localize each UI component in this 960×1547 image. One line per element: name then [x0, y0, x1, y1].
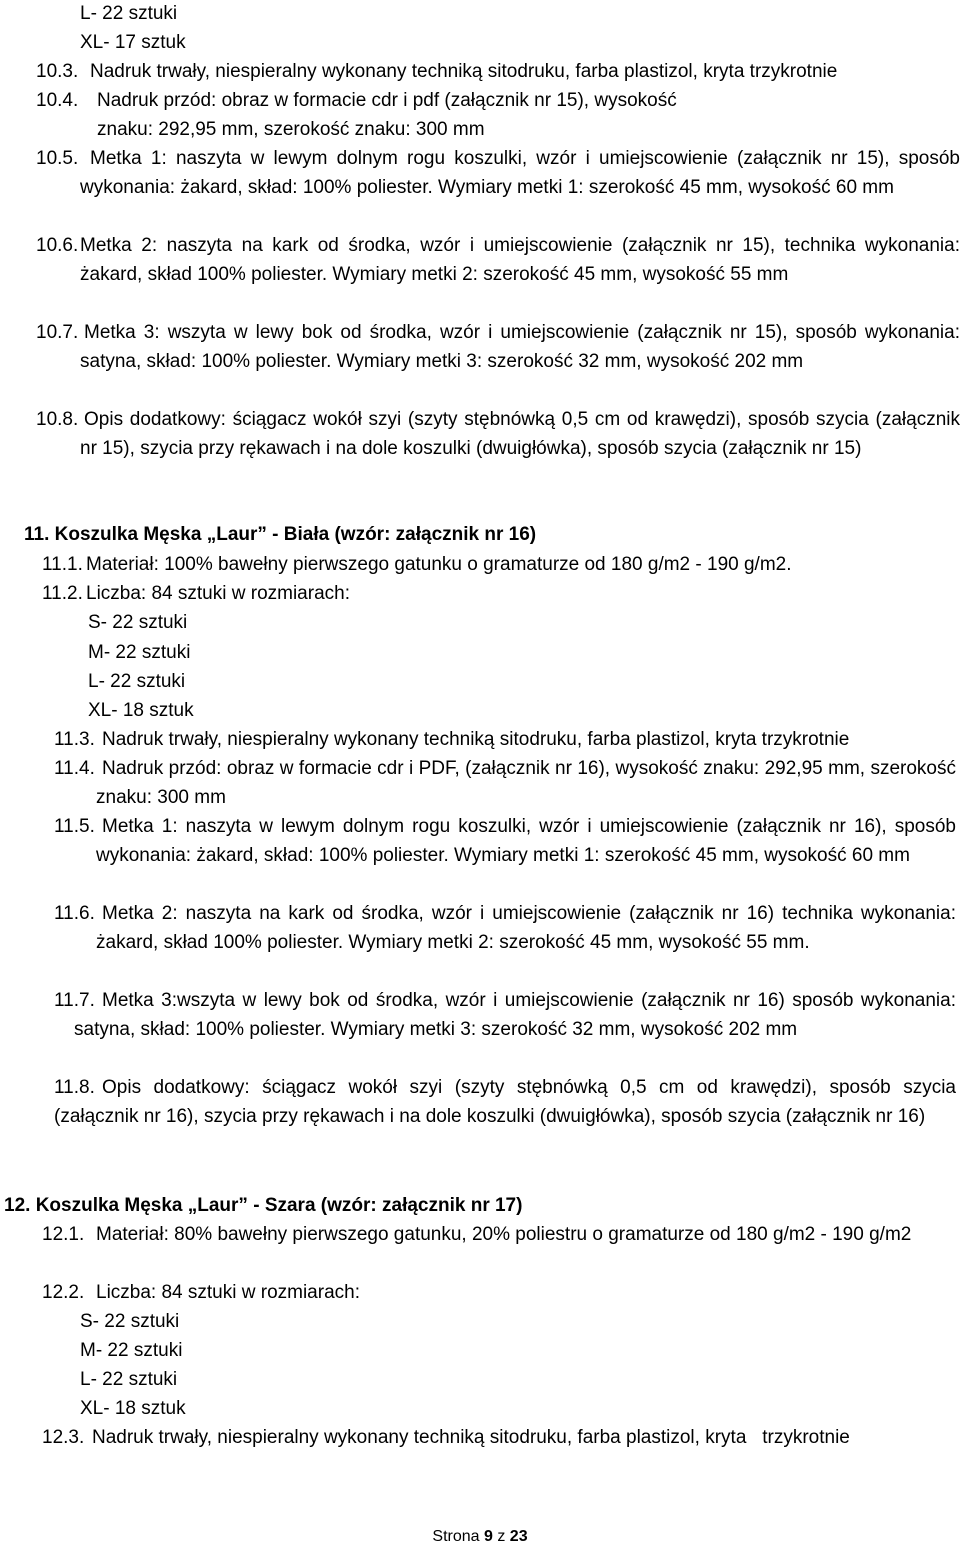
item-number: 10.7.	[36, 322, 79, 343]
size-l-line: L- 22 sztuki	[88, 671, 186, 692]
item-text: Nadruk trwały, niespieralny wykonany techniką sitodruku, farba plastizol, kryta trzykrotnie	[102, 729, 850, 750]
item-number: 10.8.	[36, 409, 79, 430]
item-number: 11.1.	[42, 554, 83, 575]
size-xl-line: XL- 17 sztuk	[80, 32, 186, 53]
item-text: Materiał: 100% bawełny pierwszego gatunku o gramaturze od 180 g/m2 - 190 g/m2.	[86, 554, 792, 575]
item-text: Opis dodatkowy: ściągacz wokół szyi (szyty stębnówką 0,5 cm od krawędzi), sposób szycia (załącznik nr 16), szycia przy rękawach i na dole koszulki (dwuigłówka), sposób szycia (załącznik nr 16)	[54, 1077, 956, 1127]
item-text: Metka 2: naszyta na kark od środka, wzór i umiejscowienie (załącznik nr 16) technika wykonania: żakard, skład 100% poliester. Wymiary metki 2: szerokość 45 mm, wysokość 55 mm.	[96, 903, 956, 953]
page-label: Strona	[432, 1528, 480, 1545]
item-text: Liczba: 84 sztuki w rozmiarach:	[96, 1282, 360, 1303]
item-number: 11.4.	[54, 758, 95, 779]
item-text: Nadruk trwały, niespieralny wykonany techniką sitodruku, farba plastizol, kryta trzykrotnie	[90, 61, 838, 82]
page-separator: z	[497, 1528, 506, 1545]
section-11-heading: 11. Koszulka Męska „Laur” - Biała (wzór: załącznik nr 16)	[24, 524, 537, 545]
item-number: 11.6.	[54, 903, 95, 924]
item-number: 12.3.	[42, 1427, 85, 1448]
section-12-heading: 12. Koszulka Męska „Laur” - Szara (wzór: załącznik nr 17)	[4, 1195, 523, 1216]
page-total: 23	[509, 1528, 528, 1545]
item-number: 11.8.	[54, 1077, 95, 1098]
item-number: 10.4.	[36, 90, 79, 111]
item-text: Metka 3:wszyta w lewy bok od środka, wzór i umiejscowienie (załącznik nr 16) sposób wykonania: satyna, skład: 100% poliester. Wymiary metki 3: szerokość 32 mm, wysokość 202 mm	[74, 990, 956, 1040]
page-current: 9	[483, 1528, 493, 1545]
item-text: Metka 3: wszyta w lewy bok od środka, wzór i umiejscowienie (załącznik nr 15), sposób wykonania: satyna, skład: 100% poliester. Wymiary metki 3: szerokość 32 mm, wysokość 202 mm	[80, 322, 960, 372]
size-m-line: M- 22 sztuki	[88, 642, 191, 663]
page-footer	[0, 1527, 960, 1547]
item-number: 10.3.	[36, 61, 79, 82]
item-text: Metka 2: naszyta na kark od środka, wzór i umiejscowienie (załącznik nr 15), technika wykonania: żakard, skład 100% poliester. Wymiary metki 2: szerokość 45 mm, wysokość 55 mm	[80, 235, 960, 285]
item-text: Liczba: 84 sztuki w rozmiarach:	[86, 583, 350, 604]
item-number: 12.2.	[42, 1282, 85, 1303]
item-number: 11.7.	[54, 990, 95, 1011]
size-s-line: S- 22 sztuki	[88, 612, 188, 633]
size-xl-line: XL- 18 sztuk	[80, 1398, 186, 1419]
item-number: 10.6.	[36, 235, 79, 256]
item-number: 11.5.	[54, 816, 95, 837]
size-xl-line: XL- 18 sztuk	[88, 700, 194, 721]
size-s-line: S- 22 sztuki	[80, 1311, 180, 1332]
item-number: 12.1.	[42, 1224, 85, 1245]
item-text: Nadruk przód: obraz w formacie cdr i PDF, (załącznik nr 16), wysokość znaku: 292,95 mm, szerokość znaku: 300 mm	[96, 758, 956, 808]
item-text: Metka 1: naszyta w lewym dolnym rogu koszulki, wzór i umiejscowienie (załącznik nr 16), sposób wykonania: żakard, skład: 100% poliester. Wymiary metki 1: szerokość 45 mm, wysokość 60 mm	[96, 816, 956, 866]
size-l-line: L- 22 sztuki	[80, 1369, 178, 1390]
size-m-line: M- 22 sztuki	[80, 1340, 183, 1361]
item-text: Nadruk przód: obraz w formacie cdr i pdf (załącznik nr 15), wysokość znaku: 292,95 mm, szerokość znaku: 300 mm	[97, 90, 677, 140]
item-text: Nadruk trwały, niespieralny wykonany techniką sitodruku, farba plastizol, kryta trzykrotnie	[92, 1427, 850, 1448]
item-text: Metka 1: naszyta w lewym dolnym rogu koszulki, wzór i umiejscowienie (załącznik nr 15), sposób wykonania: żakard, skład: 100% poliester. Wymiary metki 1: szerokość 45 mm, wysokość 60 mm	[80, 148, 960, 198]
item-number: 10.5.	[36, 148, 79, 169]
item-number: 11.2.	[42, 583, 83, 604]
item-text: Opis dodatkowy: ściągacz wokół szyi (szyty stębnówką 0,5 cm od krawędzi), sposób szycia (załącznik nr 15), szycia przy rękawach i na dole koszulki (dwuigłówka), sposób szycia (załącznik nr 15)	[80, 409, 960, 459]
size-l-line: L- 22 sztuki	[80, 3, 178, 24]
item-text: Materiał: 80% bawełny pierwszego gatunku, 20% poliestru o gramaturze od 180 g/m2 - 190 g/m2	[96, 1224, 912, 1245]
item-number: 11.3.	[54, 729, 95, 750]
